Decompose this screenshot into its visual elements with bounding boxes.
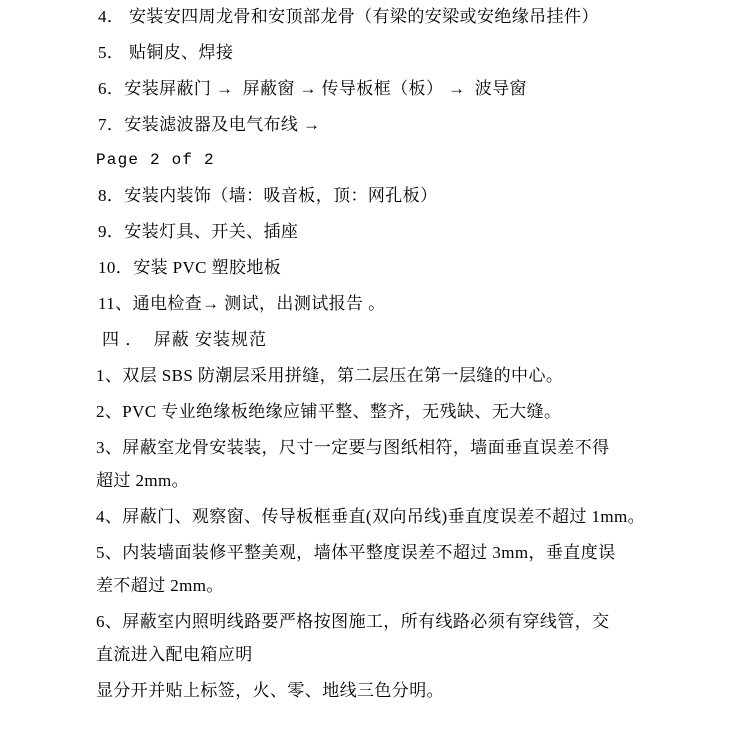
list-item-7 xyxy=(96,116,728,133)
paragraph-line: 2、PVC 专业绝缘板绝缘应铺平整、整齐，无残缺、无大缝。 xyxy=(96,402,562,421)
norm-item-7 xyxy=(96,682,728,699)
paragraph-line: 5． 贴铜皮、焊接 xyxy=(98,43,234,62)
paragraph-line: 11、通电检查→ 测试，出测试报告 。 xyxy=(98,294,386,313)
norm-item-2 xyxy=(96,403,728,420)
paragraph-line: 8．安装内装饰（墙：吸音板，顶：网孔板） xyxy=(98,186,438,205)
list-item-6 xyxy=(96,80,728,97)
paragraph-line: 6、屏蔽室内照明线路要严格按图施工，所有线路必须有穿线管，交 xyxy=(96,612,610,631)
paragraph-line: 4． 安装安四周龙骨和安顶部龙骨（有梁的安梁或安绝缘吊挂件） xyxy=(98,7,599,26)
norm-item-6 xyxy=(96,613,728,663)
list-item-9 xyxy=(96,223,728,240)
page-marker-text: Page 2 of 2 xyxy=(96,151,215,169)
paragraph-line: 1、双层 SBS 防潮层采用拼缝，第二层压在第一层缝的中心。 xyxy=(96,366,564,385)
list-item-4 xyxy=(96,8,728,25)
norm-item-3 xyxy=(96,439,728,489)
paragraph-line: 显分开并贴上标签，火、零、地线三色分明。 xyxy=(96,681,444,700)
paragraph-line: 7．安装滤波器及电气布线 → xyxy=(98,115,321,134)
list-item-5 xyxy=(96,44,728,61)
norm-item-1 xyxy=(96,367,728,384)
paragraph-line: 差不超过 2mm。 xyxy=(96,576,224,595)
paragraph-line: 超过 2mm。 xyxy=(96,471,189,490)
section-heading-text: 四 ． 屏蔽 安装规范 xyxy=(102,330,267,349)
paragraph-line: 4、屏蔽门、观察窗、传导板框垂直(双向吊线)垂直度误差不超过 1mm。 xyxy=(96,507,646,526)
paragraph-line: 3、屏蔽室龙骨安装装，尺寸一定要与图纸相符，墙面垂直误差不得 xyxy=(96,438,610,457)
norm-item-5 xyxy=(96,544,728,594)
page-marker xyxy=(96,152,728,168)
list-item-8 xyxy=(96,187,728,204)
norm-item-4 xyxy=(96,508,728,525)
paragraph-line: 10．安装 PVC 塑胶地板 xyxy=(98,258,282,277)
list-item-11 xyxy=(96,295,728,312)
section-heading-4 xyxy=(96,331,728,348)
list-item-10 xyxy=(96,259,728,276)
paragraph-line: 直流进入配电箱应明 xyxy=(96,645,253,664)
paragraph-line: 6．安装屏蔽门 → 屏蔽窗 → 传导板框（板） → 波导窗 xyxy=(98,79,527,98)
paragraph-line: 9．安装灯具、开关、插座 xyxy=(98,222,299,241)
paragraph-line: 5、内装墙面装修平整美观，墙体平整度误差不超过 3mm，垂直度误 xyxy=(96,543,616,562)
